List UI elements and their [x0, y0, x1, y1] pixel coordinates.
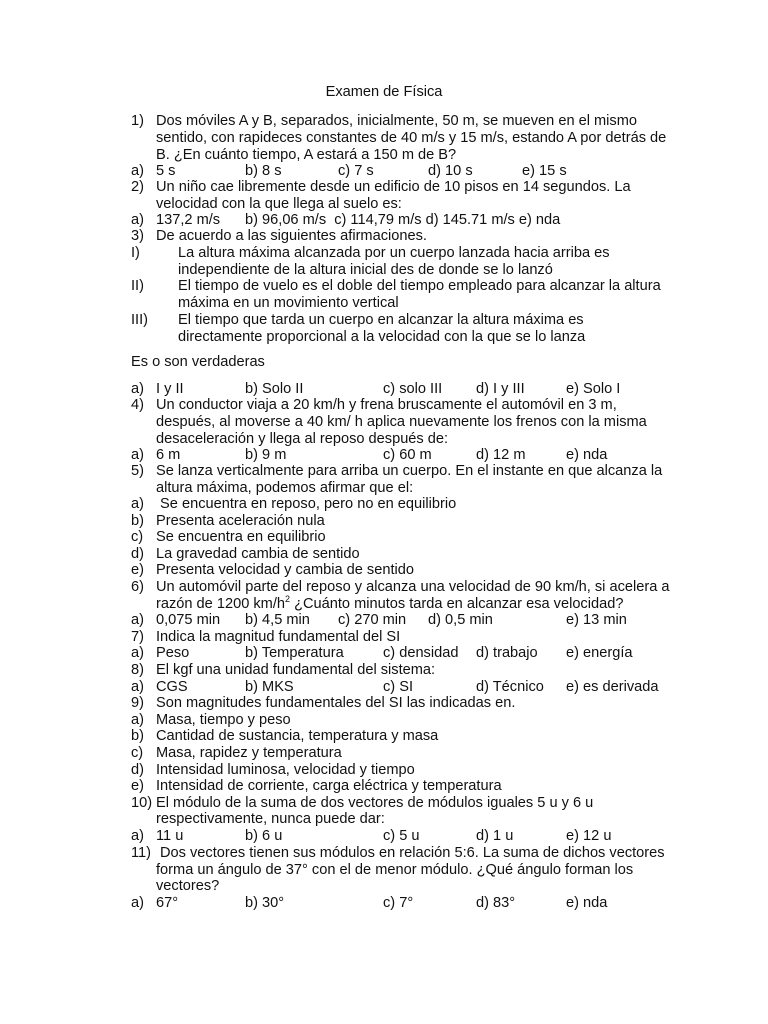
- question-text: Un niño cae libremente desde un edificio de 10 pisos en 14 segundos. La: [156, 179, 631, 195]
- choice-text: Se encuentra en equilibrio: [156, 529, 326, 545]
- option-marker: a): [131, 447, 144, 463]
- question-number: 4): [131, 397, 144, 413]
- choice-text: Masa, rapidez y temperatura: [156, 745, 342, 761]
- option-e: e) nda: [566, 895, 608, 911]
- option-d: d) 10 s: [428, 163, 473, 179]
- question-text: vectores?: [156, 878, 220, 894]
- question-number: 5): [131, 463, 144, 479]
- question-text: Son magnitudes fundamentales del SI las indicadas en.: [156, 695, 516, 711]
- question-prompt: Es o son verdaderas: [131, 354, 265, 370]
- choice-text: Se encuentra en reposo, pero no en equilibrio: [156, 496, 457, 512]
- options-b-to-e: b) 96,06 m/s c) 114,79 m/s d) 145.71 m/s e) nda: [245, 212, 561, 228]
- option-c: c) 270 min: [338, 612, 407, 628]
- option-a: 11 u: [156, 828, 184, 844]
- question-number: 10): [131, 795, 153, 811]
- question-text: Un automóvil parte del reposo y alcanza una velocidad de 90 km/h, si acelera a: [156, 579, 670, 595]
- question-text: De acuerdo a las siguientes afirmaciones.: [156, 228, 427, 244]
- statement-text: máxima en un movimiento vertical: [178, 295, 399, 311]
- option-b: b) 4,5 min: [245, 612, 310, 628]
- statement-text: independiente de la altura inicial des de donde se lo lanzó: [178, 262, 553, 278]
- option-d: d) 12 m: [476, 447, 526, 463]
- choice-text: Presenta velocidad y cambia de sentido: [156, 562, 414, 578]
- option-d: d) 1 u: [476, 828, 514, 844]
- question-number: 6): [131, 579, 144, 595]
- option-marker: c): [131, 745, 144, 761]
- question-text: El kgf una unidad fundamental del sistema:: [156, 662, 436, 678]
- option-a: 6 m: [156, 447, 181, 463]
- option-d: d) I y III: [476, 381, 525, 397]
- option-a: 137,2 m/s: [156, 212, 221, 228]
- question-text: sentido, con rapideces constantes de 40 m/s y 15 m/s, estando A por detrás de: [156, 130, 667, 146]
- option-c: c) densidad: [383, 645, 459, 661]
- statement-text: El tiempo de vuelo es el doble del tiempo empleado para alcanzar la altura: [178, 278, 661, 294]
- question-text: Dos móviles A y B, separados, inicialmente, 50 m, se mueven en el mismo: [156, 113, 637, 129]
- statement-text: La altura máxima alcanzada por un cuerpo lanzada hacia arriba es: [178, 245, 610, 261]
- option-marker: b): [131, 728, 144, 744]
- option-e: e) 15 s: [522, 163, 567, 179]
- question-text: altura máxima, podemos afirmar que el:: [156, 480, 414, 496]
- option-marker: a): [131, 212, 144, 228]
- option-marker: d): [131, 546, 144, 562]
- choice-text: Presenta aceleración nula: [156, 513, 325, 529]
- option-marker: e): [131, 778, 144, 794]
- option-c: c) 7 s: [338, 163, 374, 179]
- option-e: e) 12 u: [566, 828, 612, 844]
- statement-marker: III): [131, 312, 149, 328]
- question-number: 7): [131, 629, 144, 645]
- statement-marker: II): [131, 278, 144, 294]
- option-b: b) 9 m: [245, 447, 287, 463]
- statement-text: El tiempo que tarda un cuerpo en alcanzar la altura máxima es: [178, 312, 584, 328]
- question-number: 11): [131, 845, 152, 861]
- question-text: El módulo de la suma de dos vectores de módulos iguales 5 u y 6 u: [156, 795, 594, 811]
- question-text: Indica la magnitud fundamental del SI: [156, 629, 401, 645]
- option-marker: b): [131, 513, 144, 529]
- option-e: e) Solo I: [566, 381, 621, 397]
- question-text: después, al moverse a 40 km/ h aplica nuevamente los frenos con la misma: [156, 414, 647, 430]
- question-text: velocidad con la que llega al suelo es:: [156, 196, 402, 212]
- option-e: e) nda: [566, 447, 608, 463]
- option-e: e) energía: [566, 645, 633, 661]
- option-marker: e): [131, 562, 144, 578]
- question-number: 1): [131, 113, 144, 129]
- option-a: I y II: [156, 381, 184, 397]
- question-text: forma un ángulo de 37° con el de menor módulo. ¿Qué ángulo forman los: [156, 862, 634, 878]
- option-b: b) Solo II: [245, 381, 304, 397]
- option-marker: a): [131, 645, 144, 661]
- question-text: desaceleración y llega al reposo después de:: [156, 431, 449, 447]
- statement-text: directamente proporcional a la velocidad con la que se lo lanza: [178, 329, 586, 345]
- question-text: respectivamente, nunca puede dar:: [156, 811, 385, 827]
- option-marker: a): [131, 679, 144, 695]
- option-a: CGS: [156, 679, 188, 695]
- option-b: b) Temperatura: [245, 645, 344, 661]
- option-marker: a): [131, 496, 144, 512]
- choice-text: Intensidad luminosa, velocidad y tiempo: [156, 762, 415, 778]
- option-b: b) 6 u: [245, 828, 283, 844]
- choice-text: Intensidad de corriente, carga eléctrica y temperatura: [156, 778, 502, 794]
- option-d: d) trabajo: [476, 645, 538, 661]
- question-text: Un conductor viaja a 20 km/h y frena bruscamente el automóvil en 3 m,: [156, 397, 617, 413]
- option-a: 0,075 min: [156, 612, 221, 628]
- option-c: c) solo III: [383, 381, 443, 397]
- option-a: 5 s: [156, 163, 176, 179]
- option-marker: a): [131, 895, 144, 911]
- question-number: 9): [131, 695, 144, 711]
- option-marker: a): [131, 712, 144, 728]
- option-d: d) Técnico: [476, 679, 544, 695]
- page-title: Examen de Física: [325, 84, 443, 100]
- option-c: c) 5 u: [383, 828, 420, 844]
- option-marker: a): [131, 381, 144, 397]
- option-a: Peso: [156, 645, 190, 661]
- option-marker: a): [131, 163, 144, 179]
- question-text: Se lanza verticalmente para arriba un cuerpo. En el instante en que alcanza la: [156, 463, 663, 479]
- option-c: c) 7°: [383, 895, 414, 911]
- option-b: b) MKS: [245, 679, 294, 695]
- question-text: razón de 1200 $km/h^2$ ¿Cuánto minutos tarda en alcanzar esa velocidad?: [156, 594, 624, 612]
- option-marker: a): [131, 828, 144, 844]
- question-number: 3): [131, 228, 144, 244]
- option-a: 67°: [156, 895, 179, 911]
- option-d: d) 0,5 min: [428, 612, 493, 628]
- option-d: d) 83°: [476, 895, 516, 911]
- option-c: c) 60 m: [383, 447, 432, 463]
- choice-text: Masa, tiempo y peso: [156, 712, 291, 728]
- option-b: b) 30°: [245, 895, 285, 911]
- choice-text: La gravedad cambia de sentido: [156, 546, 360, 562]
- option-marker: d): [131, 762, 144, 778]
- option-marker: c): [131, 529, 144, 545]
- statement-marker: I): [131, 245, 140, 261]
- option-e: e) es derivada: [566, 679, 659, 695]
- question-number: 2): [131, 179, 144, 195]
- option-b: b) 8 s: [245, 163, 282, 179]
- question-text: Dos vectores tienen sus módulos en relación 5:6. La suma de dichos vectores: [160, 845, 665, 861]
- option-c: c) SI: [383, 679, 413, 695]
- question-number: 8): [131, 662, 144, 678]
- option-e: e) 13 min: [566, 612, 627, 628]
- choice-text: Cantidad de sustancia, temperatura y masa: [156, 728, 439, 744]
- option-marker: a): [131, 612, 144, 628]
- question-text: B. ¿En cuánto tiempo, A estará a 150 m de B?: [156, 147, 457, 163]
